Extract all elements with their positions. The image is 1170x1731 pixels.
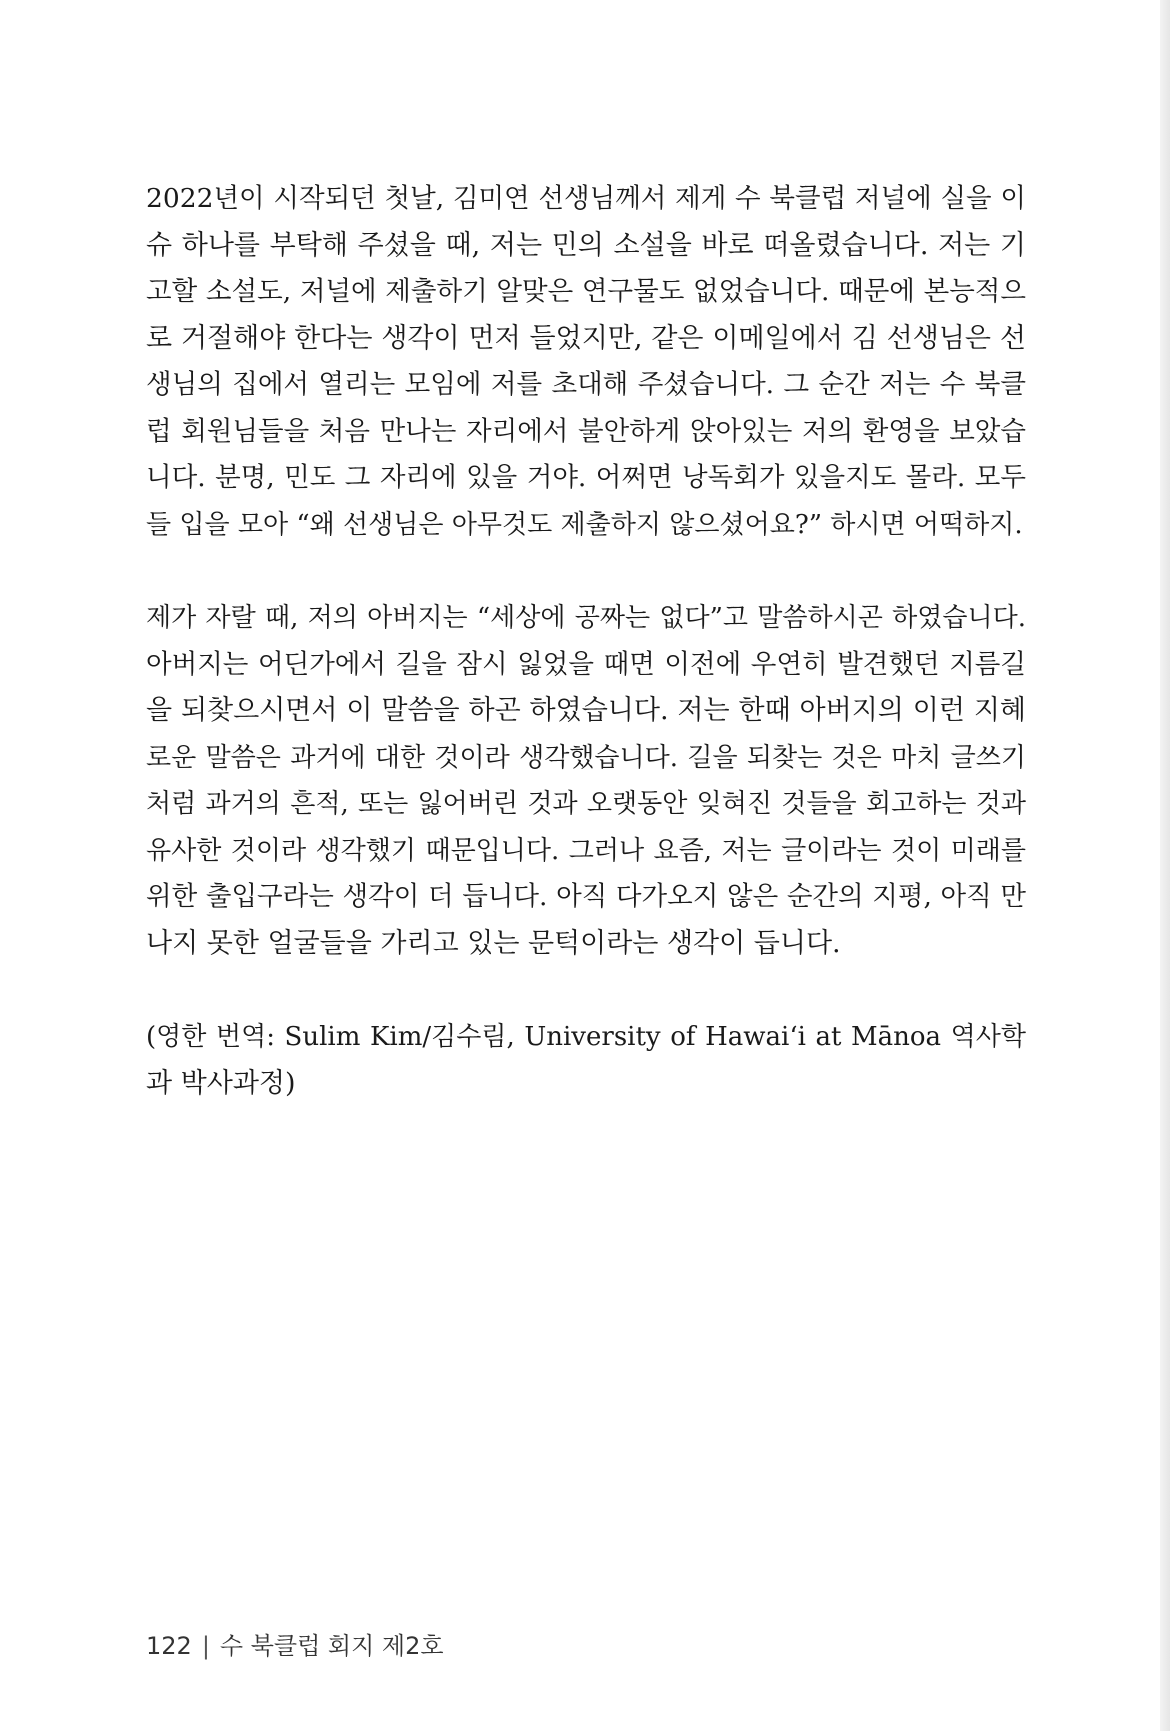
text-line: 을 되찾으시면서 이 말씀을 하곤 하였습니다. 저는 한때 아버지의 이런 지혜: [146, 695, 1026, 726]
text-line: 처럼 과거의 흔적, 또는 잃어버린 것과 오랫동안 잊혀진 것들을 회고하는 것과: [146, 789, 1026, 819]
text-line: 나지 못한 얼굴들을 가리고 있는 문턱이라는 생각이 듭니다.: [146, 927, 841, 959]
text-line: 아버지는 어딘가에서 길을 잠시 잃었을 때면 이전에 우연히 발견했던 지름길: [146, 648, 1026, 680]
paragraph-gap: [146, 967, 1026, 1014]
text-line: 위한 출입구라는 생각이 더 듭니다. 아직 다가오지 않은 순간의 지평, 아직 만: [146, 881, 1026, 912]
text-line: 들 입을 모아 “왜 선생님은 아무것도 제출하지 않으셨어요?” 하시면 어떡하지.: [146, 509, 1023, 540]
text-line: 니다. 분명, 민도 그 자리에 있을 거야. 어쩌면 낭독회가 있을지도 몰라. 모두: [146, 462, 1026, 493]
text-line: (영한 번역: Sulim Kim/김수림, University of Hawaiʻi at Mānoa 역사학: [146, 1022, 1026, 1052]
text-line: 제가 자랄 때, 저의 아버지는 “세상에 공짜는 없다”고 말씀하시곤 하였습니다.: [146, 603, 1026, 633]
text-line: 과 박사과정): [146, 1067, 296, 1099]
text-line: 고할 소설도, 저널에 제출하기 알맞은 연구물도 없었습니다. 때문에 본능적으: [146, 276, 1026, 307]
text-line: 로 거절해야 한다는 생각이 먼저 들었지만, 같은 이메일에서 김 선생님은 선: [146, 322, 1026, 354]
page-edge: [1160, 0, 1170, 1731]
text-line: 로운 말씀은 과거에 대한 것이라 생각했습니다. 길을 되찾는 것은 마치 글쓰기: [146, 742, 1026, 773]
text-line: 생님의 집에서 열리는 모임에 저를 초대해 주셨습니다. 그 순간 저는 수 북클: [146, 369, 1026, 400]
text-line: 유사한 것이라 생각했기 때문입니다. 그러나 요즘, 저는 글이라는 것이 미래를: [146, 835, 1026, 866]
footer-separator: |: [201, 1632, 210, 1660]
text-line: 2022년이 시작되던 첫날, 김미연 선생님께서 제게 수 북클럽 저널에 실을 이: [146, 183, 1026, 214]
publication-title: 수 북클럽 회지 제2호: [219, 1632, 444, 1660]
page-footer: [146, 1626, 444, 1661]
paragraph-gap: [146, 548, 1026, 595]
body-text: [146, 176, 1026, 1107]
paragraph-2: [146, 595, 1026, 967]
translation-credit: [146, 1014, 1026, 1107]
text-line: 럽 회원님들을 처음 만나는 자리에서 불안하게 앉아있는 저의 환영을 보았습: [146, 415, 1026, 447]
paragraph-1: [146, 176, 1026, 548]
page-number: 122: [146, 1632, 192, 1660]
text-line: 슈 하나를 부탁해 주셨을 때, 저는 민의 소설을 바로 떠올렸습니다. 저는 기: [146, 229, 1026, 261]
